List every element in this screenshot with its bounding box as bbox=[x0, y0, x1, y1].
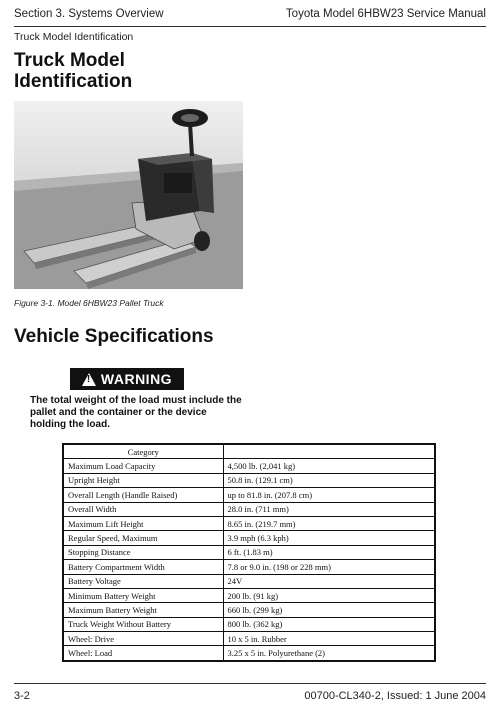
table-row bbox=[63, 632, 435, 646]
table-row bbox=[63, 560, 435, 574]
table-row bbox=[63, 459, 435, 473]
pallet-truck-photo bbox=[14, 101, 243, 289]
header-rule bbox=[14, 26, 486, 27]
spec-value: 7.8 or 9.0 in. (198 or 228 mm) bbox=[223, 560, 435, 574]
spec-label: Upright Height bbox=[63, 473, 223, 487]
header-manual-title: Toyota Model 6HBW23 Service Manual bbox=[285, 8, 486, 20]
spec-label: Maximum Battery Weight bbox=[63, 603, 223, 617]
spec-label: Regular Speed, Maximum bbox=[63, 531, 223, 545]
subsection-label: Truck Model Identification bbox=[14, 31, 134, 43]
column-header-value bbox=[223, 444, 435, 459]
spec-value: up to 81.8 in. (207.8 cm) bbox=[223, 488, 435, 502]
figure-caption: Figure 3-1. Model 6HBW23 Pallet Truck bbox=[14, 298, 164, 308]
spec-label: Wheel: Drive bbox=[63, 632, 223, 646]
spec-value: 28.0 in. (711 mm) bbox=[223, 502, 435, 516]
table-header-row bbox=[63, 444, 435, 459]
spec-label: Truck Weight Without Battery bbox=[63, 617, 223, 631]
spec-label: Overall Width bbox=[63, 502, 223, 516]
page-title bbox=[14, 50, 132, 92]
spec-value: 50.8 in. (129.1 cm) bbox=[223, 473, 435, 487]
page-title-line-1: Truck Model bbox=[14, 50, 125, 71]
spec-value: 200 lb. (91 kg) bbox=[223, 588, 435, 602]
spec-value: 6 ft. (1.83 m) bbox=[223, 545, 435, 559]
page-number: 3-2 bbox=[14, 690, 30, 702]
spec-value: 660 lb. (299 kg) bbox=[223, 603, 435, 617]
warning-label: WARNING bbox=[100, 371, 173, 387]
spec-label: Maximum Lift Height bbox=[63, 516, 223, 530]
table-row bbox=[63, 473, 435, 487]
table-row bbox=[63, 603, 435, 617]
spec-value: 24V bbox=[223, 574, 435, 588]
table-row bbox=[63, 588, 435, 602]
table-row bbox=[63, 502, 435, 516]
warning-text: The total weight of the load must include the pallet and the container or the device holding the load. bbox=[30, 395, 242, 430]
spec-value: 4,500 lb. (2,041 kg) bbox=[223, 459, 435, 473]
spec-value: 3.9 mph (6.3 kph) bbox=[223, 531, 435, 545]
table-row bbox=[63, 516, 435, 530]
spec-value: 3.25 x 5 in. Polyurethane (2) bbox=[223, 646, 435, 661]
warning-triangle-icon: ! bbox=[82, 373, 96, 386]
table-row bbox=[63, 545, 435, 559]
table-row bbox=[63, 531, 435, 545]
spec-value: 10 x 5 in. Rubber bbox=[223, 632, 435, 646]
specifications-table bbox=[62, 443, 436, 662]
specs-heading: Vehicle Specifications bbox=[14, 326, 214, 347]
spec-label: Stopping Distance bbox=[63, 545, 223, 559]
spec-label: Battery Voltage bbox=[63, 574, 223, 588]
column-header-category: Category bbox=[63, 444, 223, 459]
spec-label: Maximum Load Capacity bbox=[63, 459, 223, 473]
table-row bbox=[63, 574, 435, 588]
header-section: Section 3. Systems Overview bbox=[14, 8, 164, 20]
table-row bbox=[63, 617, 435, 631]
spec-label: Wheel: Load bbox=[63, 646, 223, 661]
document-issue: 00700-CL340-2, Issued: 1 June 2004 bbox=[304, 690, 486, 702]
spec-label: Minimum Battery Weight bbox=[63, 588, 223, 602]
footer-rule bbox=[14, 683, 486, 684]
table-row bbox=[63, 646, 435, 661]
spec-label: Battery Compartment Width bbox=[63, 560, 223, 574]
spec-value: 800 lb. (362 kg) bbox=[223, 617, 435, 631]
table-row bbox=[63, 488, 435, 502]
pallet-truck-illustration bbox=[14, 101, 243, 289]
spec-value: 8.65 in. (219.7 mm) bbox=[223, 516, 435, 530]
warning-label-box bbox=[70, 368, 184, 390]
page-title-line-2: Identification bbox=[14, 71, 133, 92]
spec-label: Overall Length (Handle Raised) bbox=[63, 488, 223, 502]
